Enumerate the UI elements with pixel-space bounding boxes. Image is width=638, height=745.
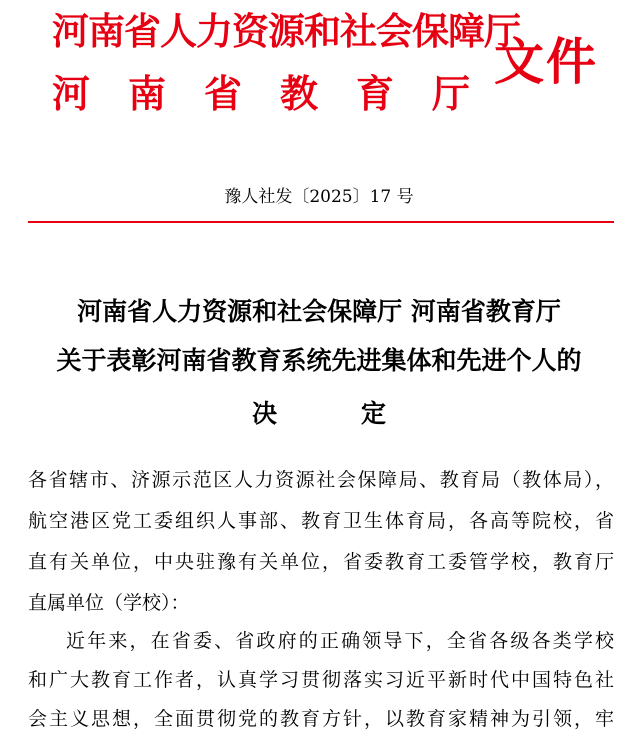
addressee-line-2: 航空港区党工委组织人事部、教育卫生体育局，各高等院校，省 xyxy=(28,510,614,532)
document-title-line-1: 河南省人力资源和社会保障厅 河南省教育厅 xyxy=(77,297,561,326)
document-number: 豫人社发〔2025〕17 号 xyxy=(224,187,414,207)
document-title-line-3: 决定 xyxy=(251,399,470,428)
paragraph-line-2: 和广大教育工作者，认真学习贯彻落实习近平新时代中国特色社 xyxy=(28,669,614,691)
addressee-line-4: 直属单位（学校）： xyxy=(28,592,190,614)
doc-type-label: 文件 xyxy=(494,33,598,91)
addressee-line-3: 直有关单位，中央驻豫有关单位，省委教育工委管学校，教育厅 xyxy=(28,551,614,573)
document-title-line-2: 关于表彰河南省教育系统先进集体和先进个人的 xyxy=(56,346,582,375)
issuer-line-1: 河南省人力资源和社会保障厅 xyxy=(52,10,520,53)
paragraph-line-1: 近年来，在省委、省政府的正确领导下，全省各级各类学校 xyxy=(66,630,614,652)
issuer-line-2: 河南省教育厅 xyxy=(52,72,509,116)
addressee-line-1: 各省辖市、济源示范区人力资源社会保障局、教育局（教体局）， xyxy=(28,469,614,491)
paragraph-line-3: 会主义思想，全面贯彻党的教育方针，以教育家精神为引领，牢 xyxy=(28,708,614,730)
red-divider-line xyxy=(28,221,614,223)
